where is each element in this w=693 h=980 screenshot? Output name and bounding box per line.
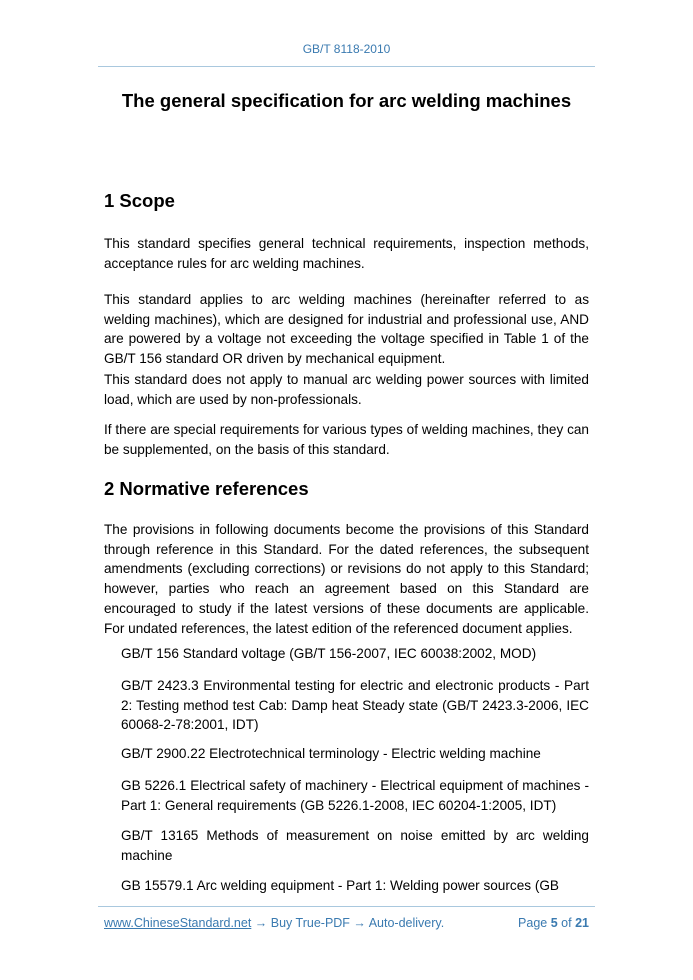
header-divider (98, 66, 595, 67)
reference-text: GB/T 2900.22 Electrotechnical terminology - Electric welding machine (121, 746, 541, 761)
reference-text: GB/T 13165 Methods of measurement on noise emitted by arc welding machine (121, 828, 589, 863)
total-pages: 21 (575, 916, 589, 930)
paragraph-text: If there are special requirements for various types of welding machines, they can be supplemented, on the basis of this standard. (104, 422, 589, 457)
reference-text: GB/T 2423.3 Environmental testing for electric and electronic products - Part 2: Testing method test Cab: Damp heat Steady state (GB/T 2423.3-2006, IEC 60068-2-78:2001, IDT) (121, 678, 589, 733)
reference-item (121, 644, 589, 664)
document-title: The general specification for arc welding machines (121, 90, 572, 111)
section-heading-normative-references: 2 Normative references (104, 478, 309, 499)
reference-text: GB 15579.1 Arc welding equipment - Part 1: Welding power sources (GB (121, 878, 559, 893)
paragraph-text: The provisions in following documents become the provisions of this Standard through reference in this Standard. For the dated references, the subsequent amendments (excluding corrections) or revisions do not apply to this Standard; however, parties who reach an agreement based on this Standard are encouraged to study if the latest versions of these documents are applicable. For undated references, the latest edition of the referenced document applies. (104, 522, 589, 636)
section-heading-scope: 1 Scope (104, 190, 175, 211)
reference-text: GB 5226.1 Electrical safety of machinery - Electrical equipment of machines - Part 1: General requirements (GB 5226.1-2008, IEC 60204-1:2005, IDT) (121, 778, 589, 813)
paragraph-text: This standard specifies general technical requirements, inspection methods, acceptance rules for arc welding machines. (104, 236, 589, 271)
reference-item (121, 826, 589, 865)
footer-divider (98, 906, 595, 907)
reference-item (121, 676, 589, 735)
scope-paragraph-1 (104, 234, 589, 273)
paragraph-text: This standard does not apply to manual arc welding power sources with limited load, which are used by non-professionals. (104, 372, 589, 407)
of-label: of (561, 916, 572, 930)
page-footer (104, 916, 589, 930)
paragraph-text: This standard applies to arc welding machines (hereinafter referred to as welding machines), which are designed for industrial and professional use, AND are powered by a voltage not exceeding the voltage specified in Table 1 of the GB/T 156 standard OR driven by mechanical equipment. (104, 292, 589, 367)
reference-item (121, 744, 589, 764)
page-indicator (518, 916, 589, 930)
reference-text: GB/T 156 Standard voltage (GB/T 156-2007, IEC 60038:2002, MOD) (121, 646, 537, 661)
scope-paragraph-2 (104, 290, 589, 369)
normative-intro-paragraph (104, 520, 589, 638)
website-link[interactable]: www.ChineseStandard.net (104, 916, 252, 930)
reference-item (121, 876, 589, 896)
scope-paragraph-3 (104, 370, 589, 409)
reference-item (121, 776, 589, 815)
page-label: Page (518, 916, 548, 930)
current-page-number: 5 (550, 916, 558, 930)
document-code-header: GB/T 8118-2010 (302, 42, 391, 56)
scope-paragraph-4 (104, 420, 589, 459)
footer-tagline: → Buy True-PDF → Auto-delivery. (251, 916, 445, 930)
